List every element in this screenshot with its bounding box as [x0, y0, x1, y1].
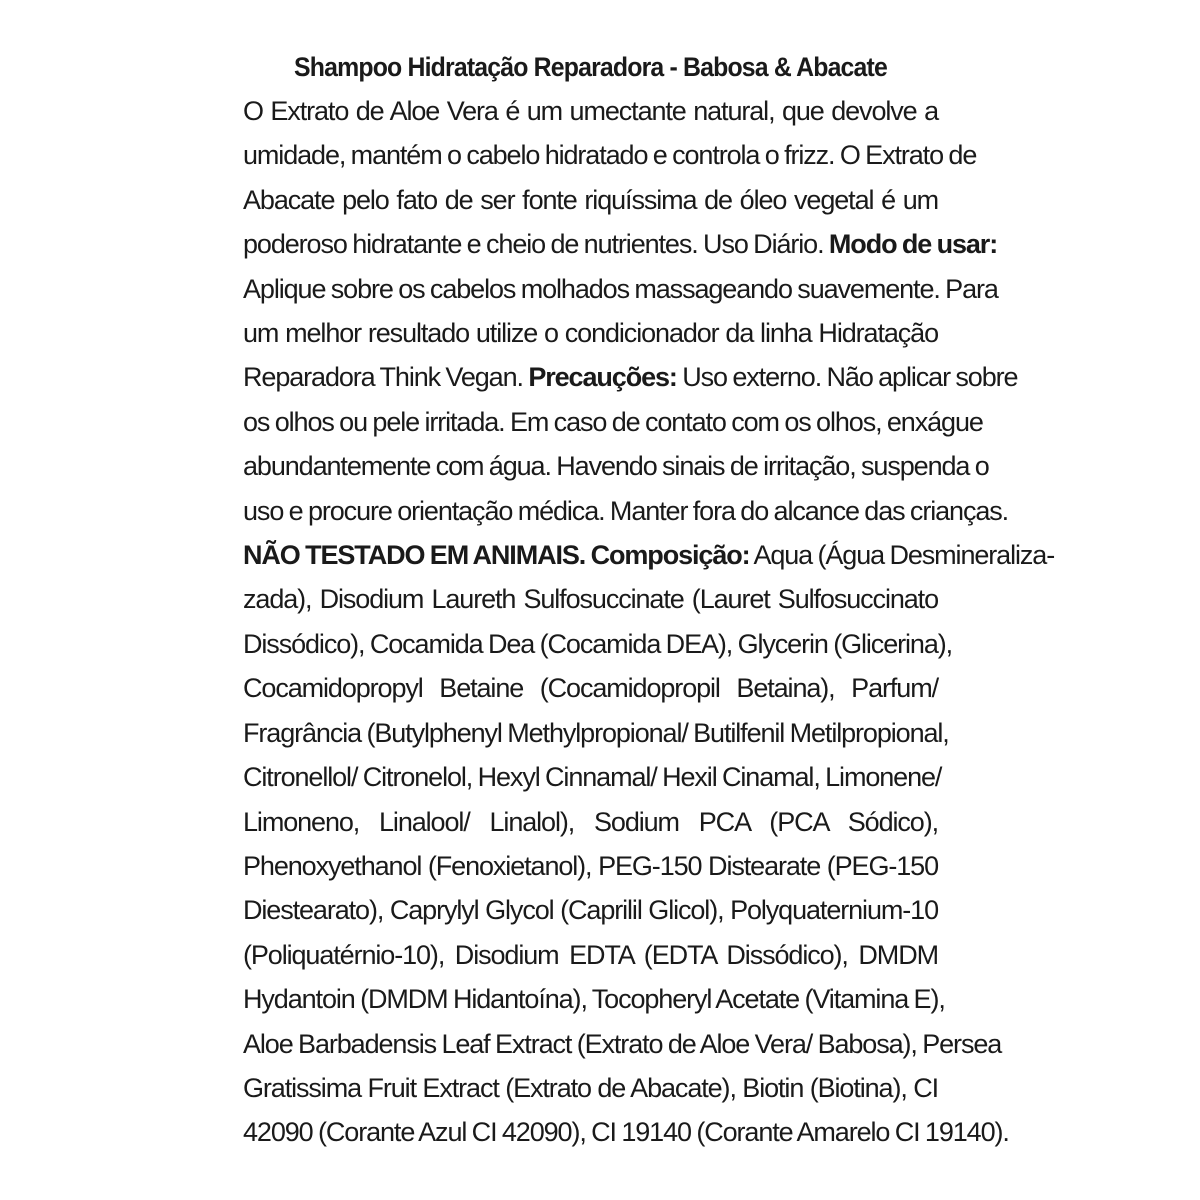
body-text-segment: Dissódico), Cocamida Dea (Cocamida DEA), Glycerin (Glicerina),: [243, 628, 953, 659]
text-line: [243, 267, 998, 311]
body-text-segment: Diestearato), Caprylyl Glycol (Caprilil Glicol), Polyquaternium-10: [243, 895, 938, 926]
body-text-segment: Abacate pelo fato de ser fonte riquíssima de óleo vegetal é um: [243, 184, 938, 215]
body-text-segment: Cocamidopropyl Betaine (Cocamidopropil Betaina), Parfum/: [243, 673, 938, 704]
text-line: [243, 1066, 938, 1110]
body-text-segment: Hydantoin (DMDM Hidantoína), Tocopheryl Acetate (Vitamina E),: [243, 984, 945, 1015]
text-line: [243, 133, 977, 177]
text-line: [243, 977, 945, 1021]
text-line: [243, 489, 1009, 533]
bold-heading-text: NÃO TESTADO EM ANIMAIS. Composição:: [243, 540, 750, 571]
body-text-segment: uso e procure orientação médica. Manter fora do alcance das crianças.: [243, 495, 1009, 526]
bold-heading-text: Modo de usar:: [828, 229, 998, 260]
body-text-segment: Gratissima Fruit Extract (Extrato de Abacate), Biotin (Biotina), CI: [243, 1072, 938, 1103]
text-line: [243, 400, 983, 444]
text-line: [243, 844, 938, 888]
body-text-segment: Phenoxyethanol (Fenoxietanol), PEG-150 Distearate (PEG-150: [243, 850, 938, 881]
body-text-segment: Uso externo. Não aplicar sobre: [676, 362, 1018, 393]
text-line: [243, 222, 998, 266]
body-text-segment: os olhos ou pele irritada. Em caso de contato com os olhos, enxágue: [243, 406, 983, 437]
text-line: [243, 711, 949, 755]
text-line: [243, 178, 938, 222]
product-title: Shampoo Hidratação Reparadora - Babosa & Abacate: [294, 52, 887, 82]
body-text-segment: (Poliquatérnio-10), Disodium EDTA (EDTA Dissódico), DMDM: [243, 939, 938, 970]
body-text-segment: Fragrância (Butylphenyl Methylpropional/ Butilfenil Metilpropional,: [243, 717, 949, 748]
text-line: [243, 800, 938, 844]
text-line: [243, 888, 938, 932]
text-line: [243, 533, 1055, 577]
text-line: [243, 311, 938, 355]
body-text-segment: Limoneno, Linalool/ Linalol), Sodium PCA (PCA Sódico),: [243, 806, 938, 837]
text-line: [243, 755, 942, 799]
body-text-segment: Aplique sobre os cabelos molhados massageando suavemente. Para: [243, 273, 998, 304]
text-line: [243, 355, 1018, 399]
text-line: [243, 622, 953, 666]
body-text-segment: Aloe Barbadensis Leaf Extract (Extrato de Aloe Vera/ Babosa), Persea: [243, 1028, 1002, 1059]
bold-heading-text: Precauções:: [528, 362, 677, 393]
body-text-segment: 42090 (Corante Azul CI 42090), CI 19140 (Corante Amarelo CI 19140).: [243, 1117, 1009, 1148]
product-label: [243, 45, 1055, 1155]
text-line: [243, 577, 938, 621]
text-line: [243, 444, 989, 488]
text-line: [243, 1110, 1009, 1154]
body-text-segment: um melhor resultado utilize o condicionador da linha Hidratação: [243, 318, 938, 349]
text-line: [243, 1022, 1002, 1066]
body-text-segment: zada), Disodium Laureth Sulfosuccinate (Lauret Sulfosuccinato: [243, 584, 938, 615]
text-line: [243, 666, 938, 710]
body-text-segment: Reparadora Think Vegan.: [243, 362, 529, 393]
body-text-segment: umidade, mantém o cabelo hidratado e controla o frizz. O Extrato de: [243, 140, 977, 171]
body-text-segment: abundantemente com água. Havendo sinais de irritação, suspenda o: [243, 451, 989, 482]
body-text-segment: Citronellol/ Citronelol, Hexyl Cinnamal/ Hexil Cinamal, Limonene/: [243, 762, 942, 793]
body-text-segment: Aqua (Água Desmineraliza-: [749, 540, 1055, 571]
body-text-segment: poderoso hidratante e cheio de nutrientes. Uso Diário.: [243, 229, 829, 260]
text-line: [243, 933, 938, 977]
product-description: [243, 89, 1055, 1155]
text-line: [243, 89, 938, 133]
body-text-segment: O Extrato de Aloe Vera é um umectante natural, que devolve a: [243, 96, 938, 126]
